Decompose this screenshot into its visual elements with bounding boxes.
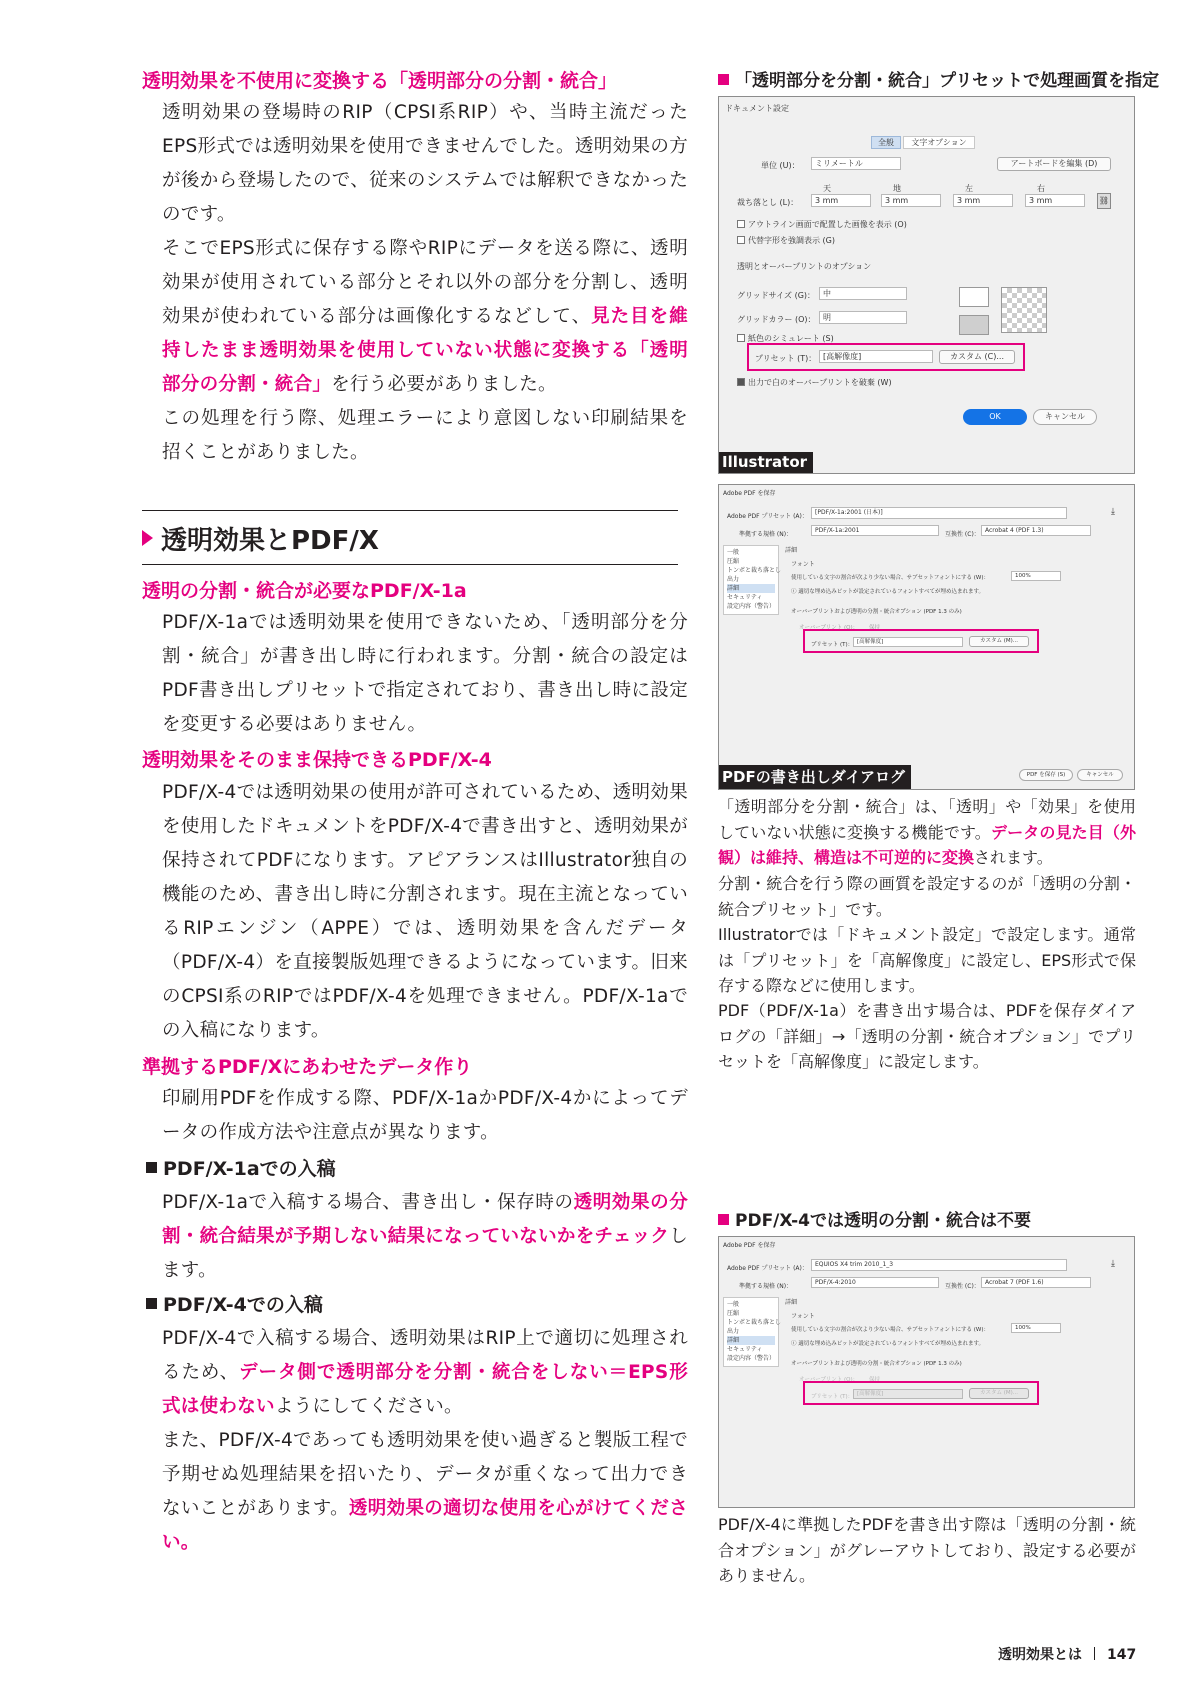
preset-select[interactable]: [高解像度]: [819, 350, 933, 363]
bleed-label: 裁ち落とし (L)：: [737, 198, 799, 207]
font-heading: フォント: [791, 1313, 815, 1320]
font-percent-input[interactable]: 100%: [1011, 1323, 1061, 1333]
pdf-preset-label: Adobe PDF プリセット (A)：: [727, 1265, 808, 1272]
dialog-title: ドキュメント設定: [725, 104, 789, 113]
preset-highlight: [747, 343, 1025, 371]
checkbox-discard-white-overprint[interactable]: 出力で白のオーバープリントを破棄 (W): [737, 377, 892, 388]
sidebar-item[interactable]: 圧縮: [727, 1310, 740, 1317]
sidebar-item[interactable]: 一般: [727, 549, 740, 556]
heading-data-prep: 準拠するPDF/Xにあわせたデータ作り: [142, 1056, 473, 1078]
paragraph-x4-greyed-out: PDF/X-4に準拠したPDFを書き出す際は「透明の分割・統合オプション」がグレーアウトしており、設定する必要がありません。: [718, 1515, 1136, 1585]
subheading-x4-submit: PDF/X-4での入稿: [146, 1290, 323, 1317]
bleed-left-label: 左: [965, 184, 973, 193]
checkbox-outline-images[interactable]: アウトライン画面で配置した画像を表示 (O): [737, 219, 907, 230]
bleed-left-input[interactable]: 3 mm: [953, 194, 1013, 207]
square-bullet-icon: [718, 74, 729, 85]
compat-label: 互換性 (C)：: [945, 531, 980, 538]
pdf-save-x4-screenshot: [718, 1236, 1135, 1508]
info-icon: ⓘ: [791, 589, 799, 595]
compat-select[interactable]: Acrobat 7 (PDF 1.6): [981, 1277, 1091, 1288]
section-rule-top: [142, 510, 678, 511]
standard-select[interactable]: PDF/X-4:2010: [811, 1277, 939, 1288]
document-settings-screenshot: [718, 96, 1135, 474]
pdf-preset-label: Adobe PDF プリセット (A)：: [727, 513, 808, 520]
bleed-top-input[interactable]: 3 mm: [811, 194, 871, 207]
cancel-button[interactable]: キャンセル: [1033, 409, 1097, 425]
category-sidebar[interactable]: [723, 545, 782, 615]
grid-size-label: グリッドサイズ (G)：: [737, 291, 816, 300]
paragraph-flatten-preset: 分割・統合を行う際の画質を設定するのが「透明の分割・統合プリセット」です。: [718, 874, 1136, 919]
font-percent-input[interactable]: 100%: [1011, 571, 1061, 581]
detail-heading: 詳細: [785, 1299, 798, 1306]
chain-icon[interactable]: ⛓: [1097, 193, 1111, 209]
section-rule-bottom: [142, 564, 678, 565]
sidebar-item[interactable]: セキュリティ: [727, 1346, 763, 1353]
paragraph-caution: また、PDF/X-4であっても透明効果を使い過ぎると製版工程で予期せぬ処理結果を招いたり、データが重くなって出力できないことがあります。透明効果の適切な使用を心がけてください。: [162, 1430, 688, 1553]
grid-color-swatch-dark[interactable]: [959, 315, 989, 335]
sidebar-item[interactable]: 設定内容（警告）: [727, 603, 776, 610]
sidebar-item[interactable]: 圧縮: [727, 558, 740, 565]
sidebar-item[interactable]: トンボと裁ち落とし: [727, 567, 782, 574]
pdf-preset-select[interactable]: [PDF/X-1a:2001 (日本)]: [811, 507, 1067, 519]
custom-button[interactable]: カスタム (M)...: [969, 636, 1029, 647]
paragraph-data-prep: 印刷用PDFを作成する際、PDF/X-1aかPDF/X-4かによってデータの作成方法や注意点が異なります。: [162, 1088, 688, 1143]
ok-button[interactable]: OK: [963, 409, 1027, 425]
preset2-select[interactable]: [高解像度]: [853, 637, 963, 647]
pdf-save-x1a-screenshot: [718, 484, 1135, 790]
sidebar-item-detail[interactable]: 詳細: [727, 1336, 775, 1345]
paragraph-x1a: PDF/X-1aでは透明効果を使用できないため、「透明部分を分割・統合」が書き出し時に行われます。分割・統合の設定はPDF書き出しプリセットで指定されており、書き出し時に設定を変更する必要はありません。: [162, 612, 688, 735]
standard-label: 準拠する規格 (N)：: [739, 1283, 793, 1290]
paragraph-x4-submit: PDF/X-4で入稿する場合、透明効果はRIP上で適切に処理されるため、データ側で透明部分を分割・統合をしない＝EPS形式は使わないようにしてください。: [162, 1328, 688, 1417]
sidebar-item[interactable]: 一般: [727, 1301, 740, 1308]
font-heading: フォント: [791, 561, 815, 568]
paragraph-flatten-function: 「透明部分を分割・統合」は、「透明」や「効果」を使用していない状態に変換する機能です。データの見た目（外観）は維持、構造は不可逆的に変換されます。: [718, 797, 1136, 867]
detail-heading: 詳細: [785, 547, 798, 554]
sidebar-item[interactable]: セキュリティ: [727, 594, 763, 601]
font-embed-note: ⓘ 適切な埋め込みビットが設定されているフォントすべてが埋め込まれます。: [791, 589, 985, 595]
checkbox-paper-simulation[interactable]: 紙色のシミュレート (S): [737, 333, 834, 344]
standard-label: 準拠する規格 (N)：: [739, 531, 793, 538]
grid-color-select[interactable]: 明: [819, 311, 907, 324]
transparency-heading: 透明とオーバープリントのオプション: [737, 262, 872, 271]
info-icon: ⓘ: [791, 1341, 799, 1347]
overprint-label: オーバープリント (O)：: [799, 1377, 859, 1383]
sidebar-item[interactable]: 出力: [727, 576, 740, 583]
standard-select[interactable]: PDF/X-1a:2001: [811, 525, 939, 536]
paragraph-intro: 透明効果の登場時のRIP（CPSI系RIP）や、当時主流だったEPS形式では透明効果を使用できませんでした。透明効果の方が後から登場したので、従来のシステムでは解釈できなかったのです。: [162, 102, 688, 225]
heading-x4: 透明効果をそのまま保持できるPDF/X-4: [142, 749, 492, 771]
overprint-heading: オーバープリントおよび透明の分割・統合オプション (PDF 1.3 のみ): [791, 609, 962, 615]
edit-artboard-button[interactable]: アートボードを編集 (D): [997, 157, 1111, 171]
sidebar-item[interactable]: トンボと裁ち落とし: [727, 1319, 782, 1326]
figure-caption-preset: 「透明部分を分割・統合」プリセットで処理画質を指定: [718, 66, 1159, 91]
checkbox-alternate-glyphs[interactable]: 代替字形を強調表示 (G): [737, 235, 835, 246]
overprint-label: オーバープリント (O)：: [799, 625, 859, 631]
heading-x1a: 透明の分割・統合が必要なPDF/X-1a: [142, 580, 467, 602]
section-title: 透明効果とPDF/X: [142, 520, 379, 557]
sidebar-item-detail[interactable]: 詳細: [727, 584, 775, 593]
triangle-icon: [142, 530, 153, 546]
preset2-select-disabled: [高解像度]: [853, 1389, 963, 1399]
illustrator-tag: Illustrator: [719, 452, 813, 473]
preset-label: プリセット (T)：: [755, 354, 817, 363]
pdf-preset-select[interactable]: EQUIOS X4 trim 2010_1_3: [811, 1259, 1067, 1271]
paragraph-flatten-process: そこでEPS形式に保存する際やRIPにデータを送る際に、透明効果が使用されている部分とそれ以外の部分を分割し、透明効果が使われている部分は画像化するなどして、見た目を維持したまま透明効果を使用していない状態に変換する「透明部分の分割・統合」を行う必要がありました。: [162, 238, 688, 395]
figure-caption-x4: PDF/X-4では透明の分割・統合は不要: [718, 1206, 1031, 1231]
square-bullet-icon: [718, 1214, 729, 1225]
paragraph-error: この処理を行う際、処理エラーにより意図しない印刷結果を招くことがありました。: [162, 408, 688, 463]
sidebar-item[interactable]: 出力: [727, 1328, 740, 1335]
dialog-title: Adobe PDF を保存: [723, 490, 776, 497]
footer-section: 透明効果とは: [998, 1647, 1082, 1663]
pdf-dialog-tag: PDFの書き出しダイアログ: [719, 765, 911, 789]
font-subset-text: 使用している文字の割合が次より少ない場合、サブセットフォントにする (W)：: [791, 1327, 989, 1333]
paragraph-pdf-setting: PDF（PDF/X-1a）を書き出す場合は、PDFを保存ダイアログの「詳細」→「透明の分割・統合オプション」でプリセットを「高解像度」に設定します。: [718, 1001, 1136, 1071]
preset-highlight: [803, 1381, 1039, 1405]
compat-select[interactable]: Acrobat 4 (PDF 1.3): [981, 525, 1091, 536]
category-sidebar[interactable]: [723, 1297, 782, 1367]
preset2-label: プリセット (T)：: [811, 642, 854, 648]
grid-size-select[interactable]: 中: [819, 287, 907, 300]
bleed-right-label: 右: [1037, 184, 1045, 193]
overprint-heading: オーバープリントおよび透明の分割・統合オプション (PDF 1.3 のみ): [791, 1361, 962, 1367]
save-preset-icon[interactable]: ⤓: [1111, 1259, 1115, 1269]
preset2-label-disabled: プリセット (T)：: [811, 1394, 854, 1400]
grid-color-label: グリッドカラー (O)：: [737, 315, 816, 324]
preset-highlight: [803, 629, 1039, 653]
paragraph-illustrator-setting: Illustratorでは「ドキュメント設定」で設定します。通常は「プリセット」を「高解像度」に設定し、EPS形式で保存する際などに使用します。: [718, 925, 1136, 995]
square-bullet-icon: [146, 1298, 157, 1309]
save-pdf-button[interactable]: PDF を保存 (S): [1019, 769, 1073, 781]
sidebar-item[interactable]: 設定内容（警告）: [727, 1355, 776, 1362]
overprint-value: 保持: [869, 1377, 881, 1383]
dialog-title: Adobe PDF を保存: [723, 1242, 776, 1249]
subheading-x1a-submit: PDF/X-1aでの入稿: [146, 1154, 336, 1181]
custom-button-disabled: カスタム (M)...: [969, 1388, 1029, 1399]
unit-select[interactable]: ミリメートル: [811, 157, 901, 170]
page-number: 147: [1107, 1647, 1137, 1663]
tab-text-options[interactable]: 文字オプション: [903, 136, 975, 149]
page-footer: [998, 1644, 1136, 1664]
unit-label: 単位 (U)：: [761, 161, 800, 170]
font-subset-text: 使用している文字の割合が次より少ない場合、サブセットフォントにする (W)：: [791, 575, 989, 581]
paragraph-x4: PDF/X-4では透明効果の使用が許可されているため、透明効果を使用したドキュメントをPDF/X-4で書き出すと、透明効果が保持されてPDFになります。アピアランスはIllustrator独自の機能のため、書き出し時に分割されます。現在主流となっているRIPエンジン（APPE）では、透明効果を含んだデータ（PDF/X-4）を直接製版処理できるようになっています。旧来のCPSI系のRIPではPDF/X-4を処理できません。PDF/X-1aでの入稿になります。: [162, 782, 688, 1041]
tab-general[interactable]: 全般: [871, 136, 901, 149]
save-preset-icon[interactable]: ⤓: [1111, 507, 1115, 517]
bleed-right-input[interactable]: 3 mm: [1025, 194, 1085, 207]
transparency-grid-preview: [1001, 287, 1047, 333]
font-embed-note: ⓘ 適切な埋め込みビットが設定されているフォントすべてが埋め込まれます。: [791, 1341, 985, 1347]
custom-button[interactable]: カスタム (C)...: [939, 350, 1015, 364]
cancel-button[interactable]: キャンセル: [1077, 769, 1123, 781]
paragraph-x1a-submit: PDF/X-1aで入稿する場合、書き出し・保存時の透明効果の分割・統合結果が予期しない結果になっていないかをチェックします。: [162, 1192, 688, 1281]
bleed-bottom-input[interactable]: 3 mm: [881, 194, 941, 207]
heading-flattening: 透明効果を不使用に変換する「透明部分の分割・統合」: [142, 70, 618, 92]
compat-label: 互換性 (C)：: [945, 1283, 980, 1290]
bleed-bottom-label: 地: [893, 184, 901, 193]
bleed-top-label: 天: [823, 184, 831, 193]
grid-color-swatch-light[interactable]: [959, 287, 989, 307]
square-bullet-icon: [146, 1162, 157, 1173]
overprint-value: 保持: [869, 625, 881, 631]
